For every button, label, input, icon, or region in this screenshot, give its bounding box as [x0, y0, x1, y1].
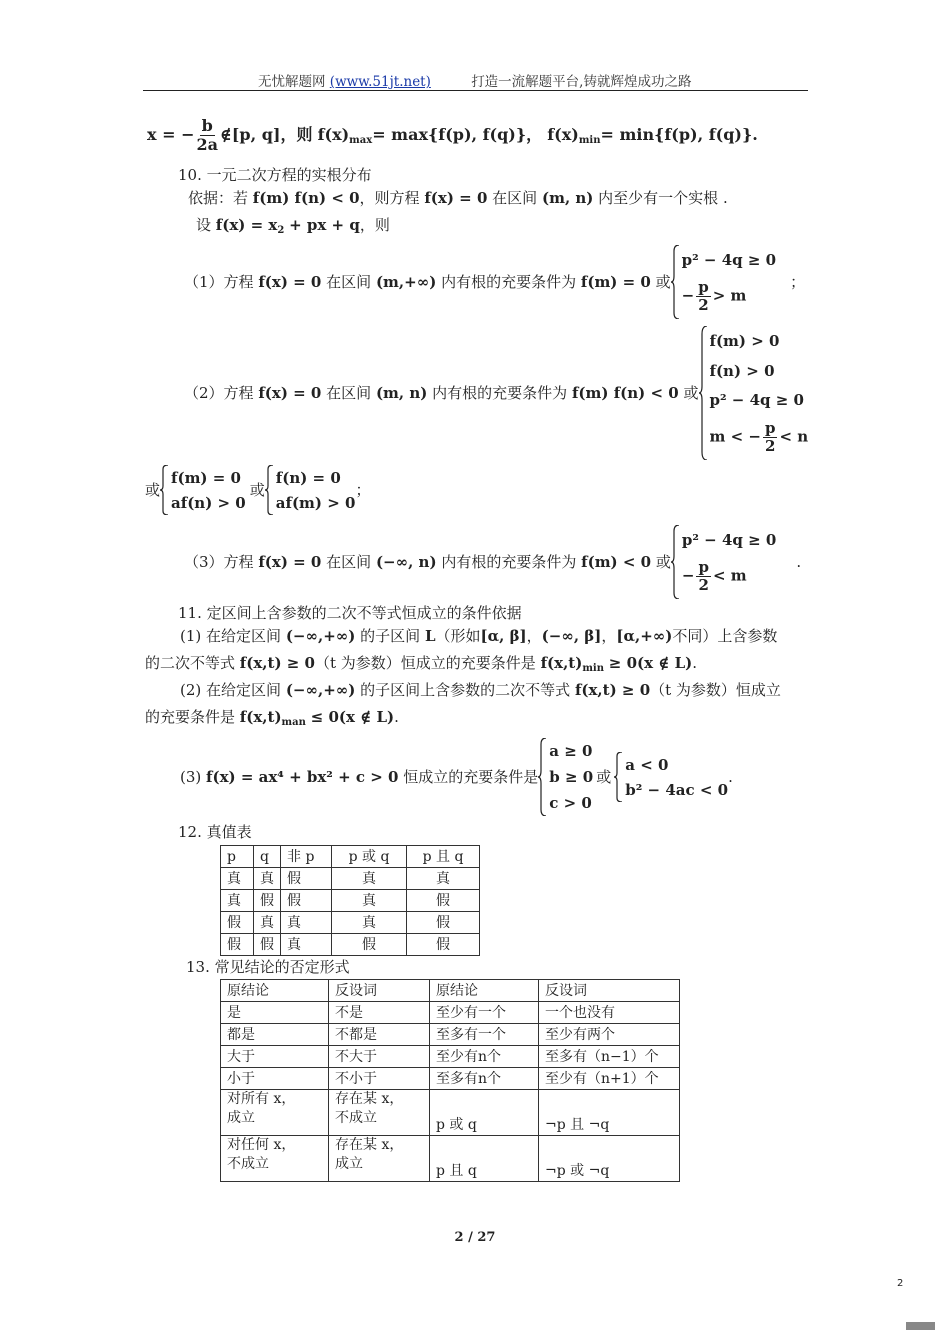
header-cell: q — [254, 846, 281, 868]
case-1-system: p² − 4q ≥ 0 − $\frac{p}{2}$ > m — [671, 245, 776, 319]
section-10-title: 10. 一元二次方程的实根分布 — [178, 166, 372, 184]
section-11-title: 11. 定区间上含参数的二次不等式恒成立的条件依据 — [178, 604, 522, 622]
table-header-row — [221, 846, 480, 868]
header-cell: p 或 q — [332, 846, 407, 868]
header-cell: 非 p — [281, 846, 332, 868]
table-row: 小于 不小于 至多有n个 至少有（n+1）个 — [221, 1068, 680, 1090]
site-url-link[interactable]: (www.51jt.net) — [329, 74, 431, 90]
header-cell: p — [221, 846, 254, 868]
case-3: （3）方程 f(x) = 0 在区间 (−∞, n) 内有根的充要条件为 f(m) < 0 或 p² − 4q ≥ 0 − $\frac{p}{2}$ < m . — [184, 524, 801, 600]
header-cell: 原结论 — [221, 980, 329, 1002]
section-11-p1-line1: (1) 在给定区间 (−∞,+∞) 的子区间 L（形如[α, β]，(−∞, β]，[α,+∞)不同）上含参数 — [180, 627, 778, 645]
case-1: （1）方程 f(x) = 0 在区间 (m,+∞) 内有根的充要条件为 f(m) = 0 或 p² − 4q ≥ 0 − $\frac{p}{2}$ > m ； — [184, 244, 805, 320]
table-row: 对任何 x， 不成立 存在某 x， 成立 p 且 q ¬p 或 ¬q — [221, 1136, 680, 1182]
table-row: 真 假 假 真 假 — [221, 890, 480, 912]
case-2-alternatives: 或 f(m) = 0 af(n) > 0 或 f(n) = 0 af(m) > 0 ； — [145, 463, 370, 517]
section-11-p2-line2: 的充要条件是 $f(x,t)_{man} \le 0(x$ ∉ L). — [145, 708, 399, 728]
section-13-title: 13. 常见结论的否定形式 — [186, 958, 350, 976]
table-row: 真 真 假 真 真 — [221, 868, 480, 890]
table-row: 都是 不都是 至多有一个 至少有两个 — [221, 1024, 680, 1046]
section-12-title: 12. 真值表 — [178, 823, 252, 841]
header-cell: 反设词 — [329, 980, 430, 1002]
negation-table — [220, 979, 680, 1182]
section-11-p3: (3) f(x) = ax⁴ + bx² + c > 0 恒成立的充要条件是 a ≥ 0 b ≥ 0 c > 0 或 a < 0 b² − 4ac < 0 . — [180, 736, 733, 818]
header-cell: 反设词 — [539, 980, 680, 1002]
header-cell: p 且 q — [407, 846, 480, 868]
site-name: 无忧解题网 — [258, 74, 326, 90]
truth-table — [220, 845, 480, 956]
page-header — [258, 70, 691, 90]
table-header-row — [221, 980, 680, 1002]
section-10-basis: 依据：若 f(m) f(n) < 0，则方程 f(x) = 0 在区间 (m, n) 内至少有一个实根 . — [188, 189, 728, 207]
header-rule — [143, 90, 808, 91]
formula-minmax: x = − $\frac{b}{2a}$ ∉[p, q]，则 $f(x)_{max}= \max\{f(p)$, f(q)}， $f(x)_{min}= \min\{f(p)$, f(q)}. — [147, 116, 758, 154]
corner-page-index: 2 — [897, 1278, 904, 1289]
case-2-system: f(m) > 0 f(n) > 0 p² − 4q ≥ 0 m < − $\frac{p}{2}$ < n — [699, 326, 809, 460]
corner-swatch — [906, 1322, 935, 1330]
header-slogan: 打造一流解题平台,铸就辉煌成功之路 — [471, 74, 692, 90]
table-row: 是 不是 至少有一个 一个也没有 — [221, 1002, 680, 1024]
section-10-setup: 设 $f(x) = x_2$ + px + q，则 — [196, 216, 390, 236]
page-number: 2 / 27 — [454, 1230, 496, 1245]
table-row: 假 真 真 真 假 — [221, 912, 480, 934]
section-11-p1-line2: 的二次不等式 f(x,t) ≥ 0（t 为参数）恒成立的充要条件是 $f(x,t)_{min} \ge 0(x$ ∉ L). — [145, 654, 698, 674]
header-cell: 原结论 — [430, 980, 539, 1002]
table-row: 假 假 真 假 假 — [221, 934, 480, 956]
table-row: 对所有 x， 成立 存在某 x， 不成立 p 或 q ¬p 且 ¬q — [221, 1090, 680, 1136]
table-row: 大于 不大于 至少有n个 至多有（n−1）个 — [221, 1046, 680, 1068]
case-2: （2）方程 f(x) = 0 在区间 (m, n) 内有根的充要条件为 f(m) f(n) < 0 或 f(m) > 0 f(n) > 0 p² − 4q ≥ 0 m < − $\frac{p}{2}$ < n — [184, 325, 808, 461]
section-11-p2-line1: (2) 在给定区间 (−∞,+∞) 的子区间上含参数的二次不等式 f(x,t) ≥ 0（t 为参数）恒成立 — [180, 681, 781, 699]
